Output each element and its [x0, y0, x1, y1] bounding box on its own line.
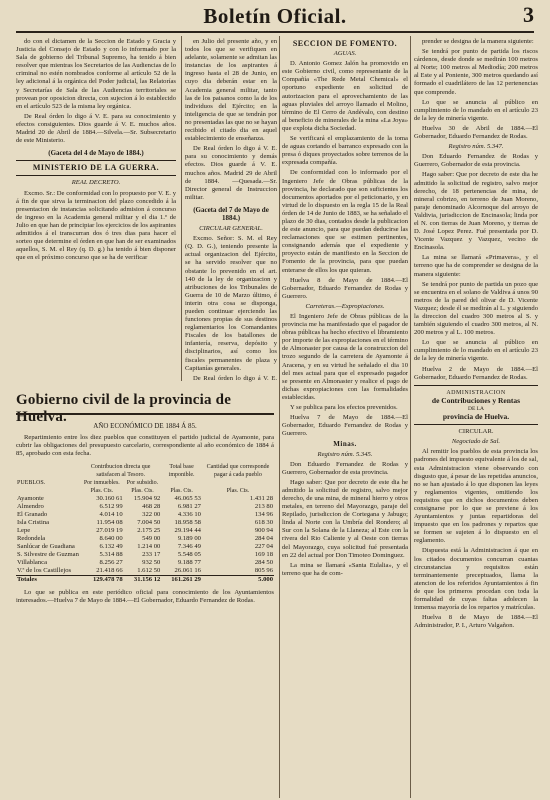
- units-label: Plas. Cts.: [226, 488, 250, 494]
- town-name: Almendro: [17, 503, 44, 510]
- amount-cell: 1.214 00: [137, 543, 161, 550]
- amount-cell: 932 50: [142, 559, 161, 566]
- town-name: Lepe: [17, 527, 31, 534]
- amount-cell: 21.418 66: [96, 567, 123, 574]
- amount-cell: 5.548 05: [177, 551, 201, 558]
- distribution-section: [16, 420, 274, 605]
- table-row: [16, 543, 274, 551]
- amount-cell: 11.954 08: [96, 519, 123, 526]
- amount-cell: 213 80: [254, 503, 273, 510]
- paragraph: El Ingeniero Jefe de Obras públicas de la provincia me ha manifestado que el pagador de obras públicas ha hecho efectivo el libramiento por importe de las expropiaciones en el término de Almonaster por causa de la construccion del trozo segundo de la carretera de Ayamonte á Aracena, y en su virtud he señalado el dia 10 del mes actual para que el expresado pagador se presente en Almonaster y realice el pago de dichas expropiaciones con las formalidades establecidas.: [282, 313, 408, 401]
- table-row: [16, 503, 274, 511]
- paragraph: La mina se llamará «Primavera», y el terreno que ha de comprender se designa de la manera siguiente:: [414, 254, 538, 278]
- amount-cell: 4.014 10: [99, 511, 123, 518]
- amount-cell: 27.019 19: [96, 527, 123, 534]
- paragraph: Se verificará el emplazamiento de la toma de aguas cortando el barranco expresado con la presa ó diques proyectados sobre terrenos de la expresada compañía.: [282, 135, 408, 167]
- table-header-row: [16, 463, 274, 479]
- paragraph: Huelva 30 de Abril de 1884.—El Gobernador, Eduardo Fernandez de Rodas.: [414, 124, 538, 141]
- town-name: Sanlúcar de Guadiana: [17, 543, 75, 550]
- paragraph: Don Eduardo Fernandez de Rodas y Guerrero, Gobernador de esta provincia.: [414, 153, 538, 169]
- paragraph: Se tendrá por punto de partida un pozo que se encuentra en el solano de Valdiva á unos 90 metros de la pared del olivar de D. Vicente Vazquez; desde él se medirán al L. y siguiendo la direccion del cuadro 300 metros al S. y también siguiendo el cuadro 300 metros, al N. 200 metros y al L. 100 metros.: [414, 280, 538, 337]
- units-label: Plas. Cts.: [90, 488, 114, 494]
- paragraph: Lo que se anuncia al público en cumplimiento de lo mandado en el artículo 23 de la ley de minería vigente.: [414, 339, 538, 363]
- table-row: [16, 535, 274, 543]
- amount-cell: 9.188 77: [177, 559, 201, 566]
- column-3: [282, 38, 408, 798]
- amount-cell: 1.431 28: [249, 495, 273, 502]
- table-row: [16, 511, 274, 519]
- gazette-dateline: (Gaceta del 7 de Mayo de 1884.): [193, 205, 269, 222]
- column-1: [16, 38, 176, 383]
- subheading: Negociado de Sal.: [451, 438, 501, 446]
- subheading: CIRCULAR.: [458, 428, 494, 436]
- header-rule: [16, 31, 534, 33]
- paragraph: Al remitir los pueblos de esta provincia los padrones del impuesto equivalente á los de sal, esta Administracion viene observando con disgusto que, á pesar de las repetidas anuncios, no se han ajustado á lo que disponen las leyes y reglamentos vigentes, omitiendo los requisitos que en dichos documentos deben consignarse por lo que se previene á los Ayuntamientos y juntas repartidoras del impuesto que en los padrones y repartos que se formen se sujeten á lo dispuesto en el reglamento.: [414, 448, 538, 545]
- paragraph: Excmo. Señor: S. M. el Rey (Q. D. G.), teniendo presente la actual organizacion del Ejército, se ha servido resolver que no obstante lo prevenido en el art. 140 de la ley de organizacion y atribuciones de los Tribunales de Guerra de 10 de Marzo último, é interin otra cosa se disponga, pueden continuar ejerciendo las funciones propias de sus destinos reglamentarios los Comandantes Fiscales de los batallones de infantería, reserva, depósito y disciplinarios, así como los fiscales permanentes de plaza y Capitanías generales.: [185, 235, 277, 372]
- subheading: Registro núm. 5.347.: [448, 143, 504, 151]
- divider: [16, 175, 176, 176]
- paragraph: Huelva 8 de Mayo de 1884.—El Gobernador, Eduardo Fernandez de Rodas y Guerrero.: [282, 276, 408, 300]
- subheading: Registro núm. 5.345.: [317, 450, 373, 458]
- table-row: [16, 567, 274, 576]
- column-header-total: Total base imponible.: [168, 464, 195, 478]
- amount-cell: 30.160 61: [96, 495, 123, 502]
- amount-cell: 18.958 58: [174, 519, 201, 526]
- amount-cell: 29.194 44: [174, 527, 201, 534]
- amount-cell: 46.065 53: [174, 495, 201, 502]
- section-heading: MINISTERIO DE LA GUERRA.: [32, 163, 160, 173]
- total-cell: 129.478 78: [80, 576, 124, 585]
- column-header-cantidad: Cantidad que corresponde pagar á cada pueblo: [206, 464, 270, 478]
- paragraph: La mina se llamará «Santa Eulalia», y el terreno que ha de com-: [282, 561, 408, 577]
- amount-cell: 6.512 99: [99, 503, 123, 510]
- column-divider: [410, 36, 411, 798]
- admin-heading: de Contribuciones y Rentas: [431, 395, 521, 405]
- total-cell: 31.156 12: [124, 576, 162, 585]
- paragraph: De Real órden lo digo á V. E. para su conocimiento y efectos consiguientes. Dios guarde á V. E. muchos años. Madrid 20 de Abril de 1884.—Silvela.—Sr. Subsecretario de este Ministerio.: [16, 112, 176, 145]
- amount-cell: 8.256 27: [99, 559, 123, 566]
- paragraph: Lo que se anuncia al público en cumplimiento de lo mandado en el artículo 23 de la ley de minería vigente.: [414, 98, 538, 122]
- total-cell: 161.261 29: [161, 576, 202, 585]
- table-row: [16, 527, 274, 535]
- amount-cell: 6.981 27: [177, 503, 201, 510]
- admin-heading: DE LA: [467, 405, 485, 412]
- units-label: Plas. Cts.: [170, 488, 193, 494]
- amount-cell: 284 04: [254, 535, 273, 542]
- paragraph: D. Antonio Gomez Jalón ha promovido en este Gobierno civil, como representante de la Compañía «The Rede Metal Chemical» el oportuno expediente en solicitud de autorizacion para el aprovechamiento de las aguas pluviales del arroyo llamado el Molino, término de El Cerro de Andévalo, con destino al beneficio de minerales de la mina «La Joya» que explota dicha Sociedad.: [282, 60, 408, 132]
- paragraph: Hago saber: Que por decreto de este dia he admitido la solicitud de registro, salvo mejor derecho, de una mina, de mineral hierro y otros metales, en terreno del Mayorazgo, paraje del Repilado, jurisdiccion de Cortegana y Jabugo; linda al Norte con la Umbría del Rondero; al Sur con la Solana de la Llaneza; al Este con la rivera del Rio Caliente y al Oeste con tierras del Mayorazgo, cuya solicitud fué presentada en 22 del actual por Don Timoteo Dominguez.: [282, 478, 408, 559]
- table-row: [16, 559, 274, 567]
- table-row: [16, 551, 274, 559]
- town-name: Isla Cristina: [17, 519, 50, 526]
- paragraph: De conformidad con lo informado por el Ingeniero Jefe de Obras públicas de la provincia, he declarado que son suficientes los documentos aportados por el peticionario, y en virtud de lo dispuesto en la regla 15 de la Real órden de 14 de Junio de 1883, se ha señalado el plazo de 30 dias, contados desde la publicacion de este anuncio, para que puedan deducirse las reclamaciones que se estimen pertinentes, consignando además que el expediente y proyecto están de manifiesto en la Seccion de Fomento de la provincia, para que puedan enterarse de ellos los que quieran.: [282, 169, 408, 274]
- amount-cell: 284 50: [254, 559, 273, 566]
- town-name: S. Silvestre de Guzman: [17, 551, 79, 558]
- footer-paragraph: Lo que se publica en este periódico oficial para conocimiento de los Ayuntamientos interesados.—Huelva 7 de Mayo de 1884.—El Gobernador, Eduardo Fernandez de Rodas.: [16, 589, 274, 604]
- amount-cell: 4.336 10: [177, 511, 201, 518]
- amount-cell: 805 96: [254, 567, 273, 574]
- column-4: [414, 38, 538, 798]
- paragraph: Y se publica para los efectos prevenidos.: [290, 404, 398, 412]
- paragraph: Huelva 8 de Mayo de 1884.—El Administrador, P. I., Arturo Valgañon.: [414, 614, 538, 630]
- section-heading: Minas.: [333, 440, 357, 449]
- subheading: AGUAS.: [333, 50, 357, 58]
- amount-cell: 169 18: [254, 551, 273, 558]
- column-header-subsidio: Por subsidio.: [126, 480, 159, 486]
- amount-cell: 227 04: [254, 543, 273, 550]
- divider: [16, 160, 176, 161]
- town-name: Redondela: [17, 535, 46, 542]
- paragraph: prender se designa de la manera siguiente:: [422, 38, 534, 45]
- admin-heading: provincia de Huelva.: [442, 412, 510, 422]
- amount-cell: 618 30: [254, 519, 273, 526]
- column-2: [185, 38, 277, 383]
- admin-heading: ADMINISTRACION: [446, 389, 506, 396]
- page-number: 3: [523, 2, 534, 27]
- distribution-table: [16, 463, 274, 584]
- paragraph: Dispuesta está la Administracion á que en los citados documentos concurran cuantas circunstancias y requisitos están terminantemente preceptuados, llama la atencion de los referidos Ayuntamientos á fin de que los primeros procedan con toda la formalidad de cuyas faltas adolecen la inmensa mayoría de los repartos y matrículas.: [414, 547, 538, 612]
- subheading: Carreteras.—Expropiaciones.: [305, 302, 385, 310]
- paragraph: Huelva 7 de Mayo de 1884.—El Gobernador, Eduardo Fernandez de Rodas y Guerrero.: [282, 414, 408, 438]
- town-name: Villablanca: [17, 559, 47, 566]
- units-label: Plas. Cts.: [131, 488, 154, 494]
- column-divider: [181, 36, 182, 381]
- amount-cell: 9.189 00: [177, 535, 201, 542]
- amount-cell: 6.132 49: [99, 543, 123, 550]
- amount-cell: 8.640 00: [99, 535, 123, 542]
- paragraph: De Real órden lo digo á V. E. para su conocimiento y demás efectos. Dios guarde á V. E. muchos años. Madrid 29 de Abril de 1884. —Quesada.—Sr. Director general de Instruccion militar.: [185, 145, 277, 201]
- amount-cell: 233 17: [142, 551, 161, 558]
- town-name: V.ª de los Castillejos: [17, 567, 72, 574]
- paragraph: Se tendrá por punto de partida los riscos cárdenos, desde donde se medirán 100 metros al Norte; 100 metros al Mediodía; 200 metros al Este y al Poniente, 300 metros quedando así formado el cuadrilátero de las 12 pertenencias que comprende.: [414, 48, 538, 96]
- paragraph: Don Eduardo Fernandez de Rodas y Guerrero, Gobernador de esta provincia.: [282, 460, 408, 476]
- section-title: Gobierno civil de la provincia de Huelva.: [16, 392, 232, 425]
- amount-cell: 2.175 25: [137, 527, 161, 534]
- subheading: CIRCULAR GENERAL.: [199, 225, 263, 233]
- amount-cell: 26.061 16: [174, 567, 201, 574]
- paragraph: De Real órden lo digo á V. E.: [193, 374, 277, 382]
- amount-cell: 7.004 50: [137, 519, 161, 526]
- column-header-contribucion: Contribucion directa que satisfacen al Tesoro.: [90, 464, 151, 478]
- table-units-row: [16, 487, 274, 495]
- amount-cell: 468 28: [142, 503, 161, 510]
- divider: [414, 385, 538, 386]
- table-row: [16, 495, 274, 503]
- masthead-title: Boletín Oficial.: [203, 4, 347, 28]
- section-heading: SECCION DE FOMENTO.: [292, 39, 398, 48]
- divider: [414, 424, 538, 425]
- intro-paragraph: Repartimiento entre los diez pueblos que constituyen el partido judicial de Ayamonte, para cubrir las obligaciones del presupuesto carcelario, correspondiente al año económico de 1884 á 85, aprobado con esta fecha.: [16, 434, 274, 457]
- paragraph: do con el dictamen de la Seccion de Estado y Gracia y Justicia del Consejo de Estado y con lo informado por la Sala de gobierno del Tribunal Supremo, ha tenido á bien resolver que mientras los Secretarios de las Audiencias de lo criminal no estén nombrados conforme al artículo 52 de la ley adicional á la orgánica del Poder judicial, las Relatorías y Secretarías de Sala de las Audiencias territoriales se provean por oposicion directa, con sujecion á lo establecido en el artículo 523 de la misma ley orgánica.: [16, 38, 176, 110]
- amount-cell: 549 00: [142, 535, 161, 542]
- paragraph: Hago saber: Que por decreto de este dia he admitido la solicitud de registro, salvo mejor derecho, de 18 pertenencias de mina, de mineral cobrizo, en terreno de Juan Moreno, paraje denominado Alcornoque del arroyo de Valdivia, jurisdiccion de Encinasola; linda por el N. con tierras de Juan Moreno, y tierras de D. José Lopez Perez. Fué presentada por D. Vicente Vazquez y Vazquez, vecino de Encinasola.: [414, 171, 538, 252]
- gazette-dateline: (Gaceta del 4 de Mayo de 1884.): [48, 149, 144, 158]
- paragraph: Excmo. Sr.: De conformidad con lo propuesto por V. E. y á fin de que sirva la terminacion del plazo concedido á la presentacion de instancias solicitando admision á concurso de ingreso en la Academia general militar y el dia 1.º de Julio en que han de principiar los ejercicios de los aspirantes admitidos á el transcurran dos ó tres dias para hacer el sorteo que determine el órden en que han de ser examinados aquellos, S. M. el Rey (q. D. g.) ha tenido á bien disponer que en el próximo concurso que se ha de verificar: [16, 189, 176, 262]
- town-name: El Granado: [17, 511, 48, 518]
- paragraph: Huelva 2 de Mayo de 1884.—El Gobernador, Eduardo Fernandez de Rodas.: [414, 365, 538, 381]
- subheading: REAL DECRETO.: [71, 179, 121, 187]
- amount-cell: 322 00: [142, 511, 161, 518]
- amount-cell: 15.904 92: [133, 495, 161, 502]
- amount-cell: 5.314 88: [99, 551, 123, 558]
- column-header-pueblos: PUEBLOS.: [17, 480, 46, 486]
- title-rule: [16, 413, 274, 415]
- total-cell: 5.000: [202, 576, 274, 585]
- paragraph: en Julio del presente año, y en todos los que se verifiquen en adelante, solamente se admitan las instancias de los aspirantes á ingreso hasta el 28 de Junio, en cuyo dia deberán estar en la Academia general militar, tanto las de los paisanos como la de los individuos del Ejército; en la inteligencia de que se tendrán por no presentadas las que no se hayan recibido el citado dia en aquel establecimiento de enseñanza.: [185, 38, 277, 143]
- amount-cell: 1.612 50: [137, 567, 161, 574]
- amount-cell: 7.346 49: [177, 543, 201, 550]
- amount-cell: 134 96: [254, 511, 273, 518]
- town-name: Ayamonte: [17, 495, 44, 502]
- column-header-inmuebles: Por inmuebles.: [83, 480, 120, 486]
- column-divider: [279, 36, 280, 798]
- totals-label: Totales: [16, 576, 80, 585]
- amount-cell: 900 94: [254, 527, 273, 534]
- totals-row: [16, 576, 274, 585]
- fiscal-year: AÑO ECONÓMICO DE 1884 Á 85.: [93, 422, 197, 430]
- table-row: [16, 519, 274, 527]
